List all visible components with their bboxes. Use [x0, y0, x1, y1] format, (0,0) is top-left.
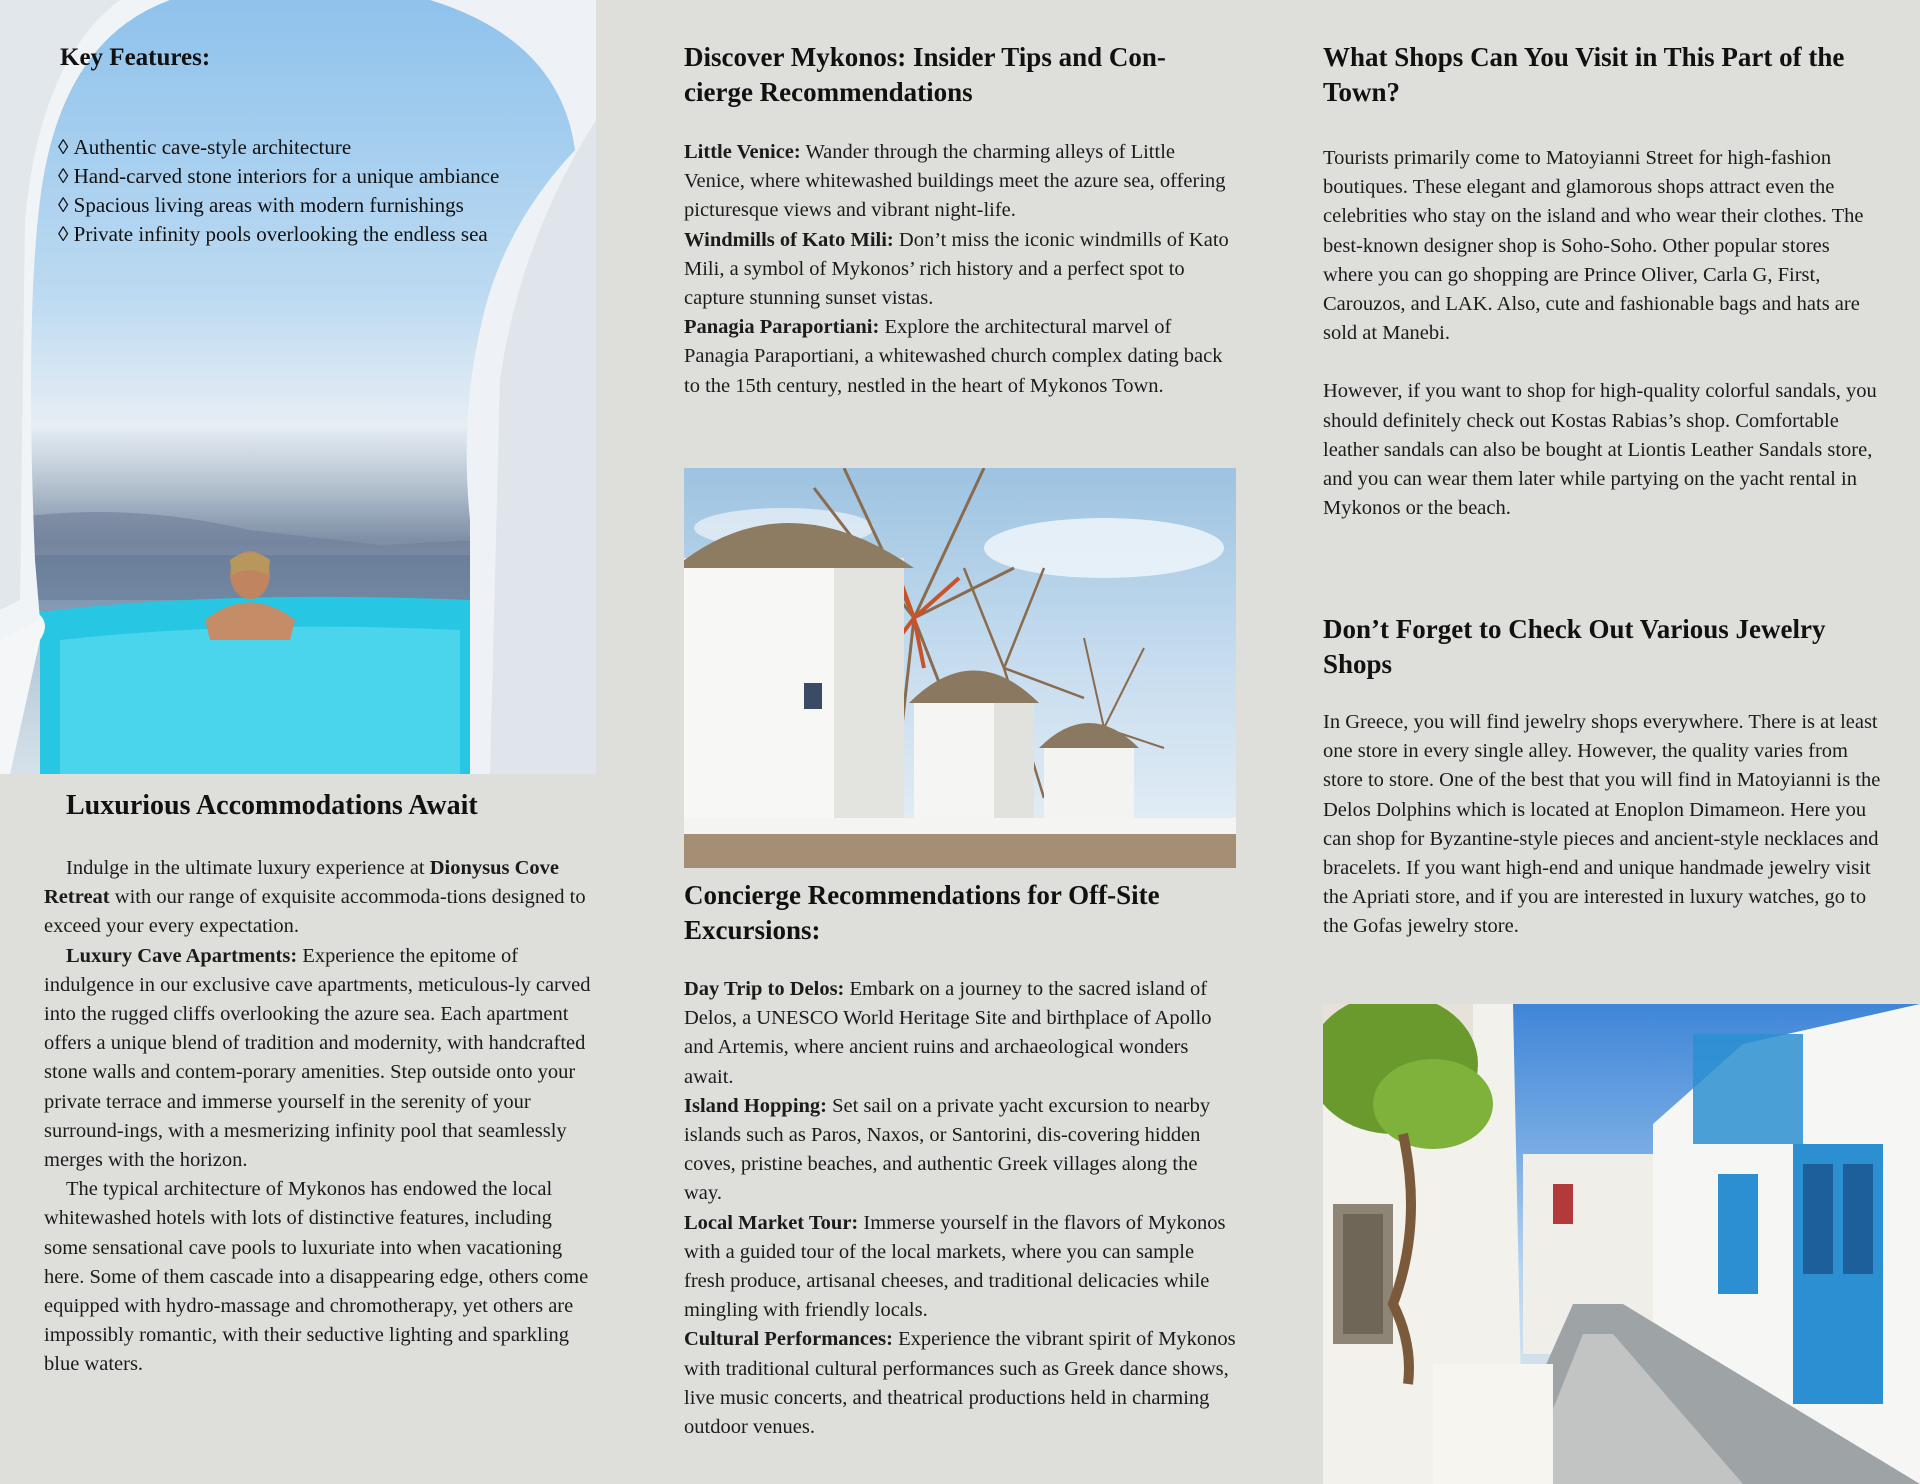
excursion-item	[684, 1092, 1239, 1209]
cave-pool-photo	[0, 0, 596, 774]
key-feature-item: ◊ Authentic cave-style architecture	[58, 133, 499, 162]
shops-body	[1323, 144, 1878, 552]
tips-list	[684, 138, 1239, 401]
windmills-illustration	[684, 468, 1236, 868]
shops-paragraph: Tourists primarily come to Matoyianni Street for high-fashion boutiques. These elegant and glamorous shops attract even the celebrities who stay on the island and who wear their clothes. The best-known designer shop is Soho-Soho. Other popular stores where you can go shopping are Prince Oliver, Carla G, First, Carouzos, and LAK. Also, cute and fashionable bags and hats are sold at Manebi.	[1323, 147, 1864, 345]
tip-label: Little Venice:	[684, 141, 801, 163]
text-span: Experience the epitome of indulgence in our exclusive cave apartments, meticulous-ly carved into the rugged cliffs overlooking the azure sea. Each apartment offers a unique blend of tradition and modernity, with handcrafted stone walls and contem-porary amenities. Step outside onto your private terrace and immerse yourself in the serenity of your surround-ings, with a mesmerizing infinity pool that seamlessly merges with the horizon.	[44, 944, 591, 1172]
discover-mykonos-heading: Discover Mykonos: Insider Tips and Con-cierge Recommendations	[684, 42, 1166, 107]
excursion-text: Set sail on a private yacht excursion to nearby islands such as Paros, Naxos, or Santorini, dis-covering hidden coves, pristine beaches, and authentic Greek villages along the way.	[684, 1094, 1211, 1205]
accommodations-paragraph	[44, 854, 594, 942]
windmills-photo	[684, 468, 1236, 868]
excursion-text: Embark on a journey to the sacred island of Delos, a UNESCO World Heritage Site and birthplace of Apollo and Artemis, where ancient ruins and archaeological wonders await.	[684, 978, 1212, 1088]
key-feature-item: ◊ Private infinity pools overlooking the endless sea	[58, 220, 499, 249]
cave-pool-illustration	[0, 0, 596, 774]
sandals-paragraph: However, if you want to shop for high-quality colorful sandals, you should definitely check out Kostas Rabias’s shop. Comfortable leather sandals can also be bought at Liontis Leather Sandals store, and you can wear them later while partying on the yacht rental in Mykonos or the beach.	[1323, 380, 1877, 520]
resort-name: Dionysus Cove Retreat	[44, 857, 560, 909]
mykonos-alley-photo	[1323, 1004, 1920, 1484]
tip-label: Panagia Paraportiani:	[684, 316, 880, 339]
excursions-list	[684, 975, 1239, 1442]
tip-text: Wander through the charming alleys of Little Venice, where whitewashed buildings meet the azure sea, offering picturesque views and vibrant night-life.	[684, 141, 1226, 222]
key-features-title: Key Features:	[60, 44, 211, 71]
tip-text: Don’t miss the iconic windmills of Kato Mili, a symbol of Mykonos’ rich history and a perfect spot to capture stunning sunset vistas.	[684, 228, 1229, 310]
jewelry-body	[1323, 708, 1883, 942]
excursion-label: Local Market Tour:	[684, 1211, 859, 1234]
cave-apartments-label: Luxury Cave Apartments:	[66, 944, 298, 967]
excursion-label: Cultural Performances:	[684, 1328, 893, 1351]
shops-heading: What Shops Can You Visit in This Part of the Town?	[1323, 42, 1845, 107]
key-feature-item: ◊ Hand-carved stone interiors for a unique ambiance	[58, 162, 499, 191]
key-feature-item: ◊ Spacious living areas with modern furnishings	[58, 191, 499, 220]
tip-text: Explore the architectural marvel of Panagia Paraportiani, a whitewashed church complex dating back to the 15th century, nestled in the heart of Mykonos Town.	[684, 316, 1223, 397]
tip-item	[684, 226, 1239, 314]
panel-right	[1280, 0, 1920, 1484]
excursion-label: Island Hopping:	[684, 1094, 827, 1117]
panel-left	[0, 0, 640, 1484]
tip-item	[684, 313, 1239, 401]
excursion-text: Experience the vibrant spirit of Mykonos with traditional cultural performances such as Greek dance shows, live music concerts, and theatrical productions held in charming outdoor venues.	[684, 1328, 1236, 1439]
accommodations-body	[44, 854, 594, 1380]
excursion-text: Immerse yourself in the flavors of Mykonos with a guided tour of the local markets, where you can sample fresh produce, artisanal cheeses, and traditional delicacies while mingling with friendly locals.	[684, 1211, 1226, 1322]
excursions-heading: Concierge Recommendations for Off-Site Excursions:	[684, 880, 1160, 945]
excursion-item	[684, 975, 1239, 1092]
panel-middle	[640, 0, 1280, 1484]
alley-illustration	[1323, 1004, 1920, 1484]
tip-label: Windmills of Kato Mili:	[684, 228, 894, 251]
jewelry-paragraph: In Greece, you will find jewelry shops everywhere. There is at least one store in every single alley. However, the quality varies from store to store. One of the best that you will find in Matoyianni is the Delos Dolphins which is located at Enoplon Dimameon. Here you can shop for Byzantine-style pieces and ancient-style necklaces and bracelets. If you want high-end and unique handmade jewelry visit the Apriati store, and if you are interested in luxury watches, go to the Gofas jewelry store.	[1323, 711, 1881, 938]
excursion-item	[684, 1209, 1239, 1326]
architecture-paragraph: The typical architecture of Mykonos has endowed the local whitewashed hotels with lots of distinctive features, including some sensational cave pools to luxuriate into when vacationing here. Some of them cascade into a disappearing edge, others come equipped with hydro-massage and chromotherapy, yet others are impossibly romantic, with their seductive lighting and sparkling blue waters.	[44, 1178, 589, 1376]
excursion-item	[684, 1325, 1239, 1442]
key-features-list	[58, 133, 499, 249]
cave-apartments-paragraph	[44, 942, 594, 1176]
accommodations-heading: Luxurious Accommodations Await	[66, 790, 478, 821]
excursion-label: Day Trip to Delos:	[684, 978, 845, 1000]
jewelry-heading: Don’t Forget to Check Out Various Jewelry Shops	[1323, 614, 1826, 679]
text-span: Indulge in the ultimate luxury experience at	[66, 857, 430, 879]
tip-item	[684, 138, 1239, 226]
text-span: with our range of exquisite accommoda-tions designed to exceed your every expectation.	[44, 886, 586, 938]
